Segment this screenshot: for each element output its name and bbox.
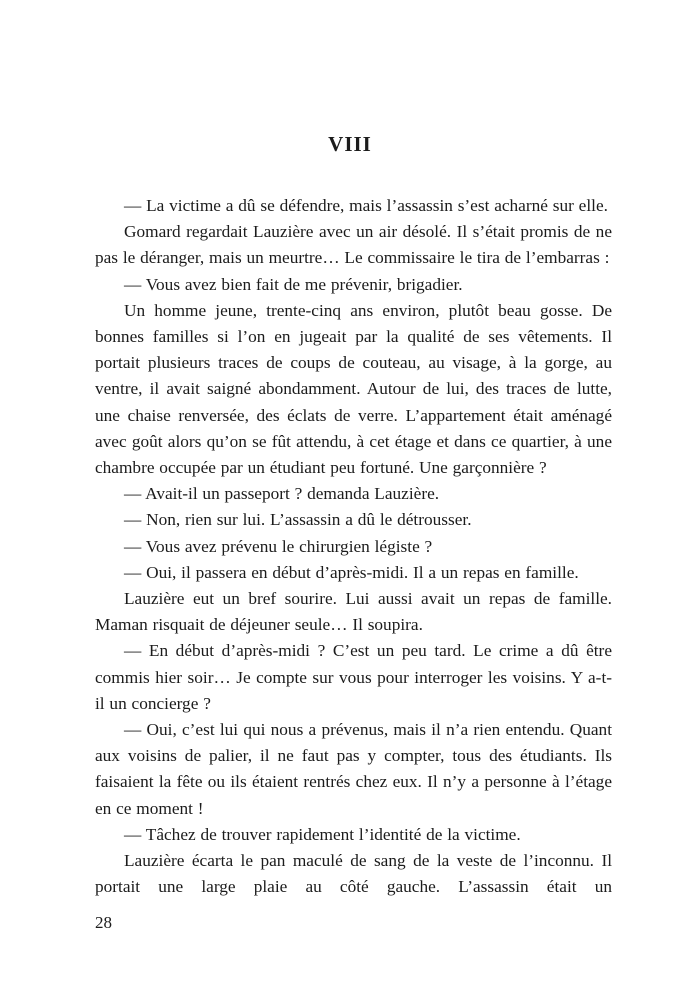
paragraph: Lauzière écarta le pan maculé de sang de la veste de l’inconnu. Il portait une large plaie au côté gauche. L’assassin était un: [95, 851, 612, 897]
page-number: 28: [95, 913, 112, 932]
paragraph: — Tâchez de trouver rapidement l’identité de la victime.: [124, 824, 521, 844]
paragraph: — Non, rien sur lui. L’assassin a dû le détrousser.: [124, 510, 472, 530]
chapter-title: VIII: [328, 132, 372, 156]
paragraph: Lauzière eut un bref sourire. Lui aussi avait un repas de famille. Maman risquait de déjeuner seule… Il soupira.: [95, 589, 612, 635]
paragraph: — Oui, c’est lui qui nous a prévenus, mais il n’a rien entendu. Quant aux voisins de palier, il ne faut pas y compter, tous des étudiants. Ils faisaient la fête ou ils étaient rentrés chez eux. Il n’y a personne à l’étage en ce moment !: [95, 720, 612, 818]
paragraph: — En début d’après-midi ? C’est un peu tard. Le crime a dû être commis hier soir… Je compte sur vous pour interroger les voisins. Y a-t-il un concierge ?: [95, 641, 612, 713]
paragraph: Un homme jeune, trente-cinq ans environ, plutôt beau gosse. De bonnes familles si l’on en jugeait par la qualité de ses vêtements. Il portait plusieurs traces de coups de couteau, au visage, à la gorge, au ventre, il avait saigné abondamment. Autour de lui, des traces de lutte, une chaise renversée, des éclats de verre. L’appartement était aménagé avec goût alors qu’on se fût attendu, à cet étage et dans ce quartier, à une chambre occupée par un étudiant peu fortuné. Une garçonnière ?: [95, 300, 612, 478]
paragraph: — Oui, il passera en début d’après-midi. Il a un repas en famille.: [124, 562, 579, 582]
page-body: [95, 193, 612, 900]
paragraph: — Vous avez bien fait de me prévenir, brigadier.: [124, 274, 463, 294]
paragraph: — Avait-il un passeport ? demanda Lauzière.: [124, 484, 440, 504]
paragraph: — La victime a dû se défendre, mais l’assassin s’est acharné sur elle.: [124, 196, 608, 215]
paragraph: — Vous avez prévenu le chirurgien légiste ?: [124, 536, 433, 556]
paragraph: Gomard regardait Lauzière avec un air désolé. Il s’était promis de ne pas le déranger, mais un meurtre… Le commissaire le tira de l’embarras :: [95, 222, 612, 268]
